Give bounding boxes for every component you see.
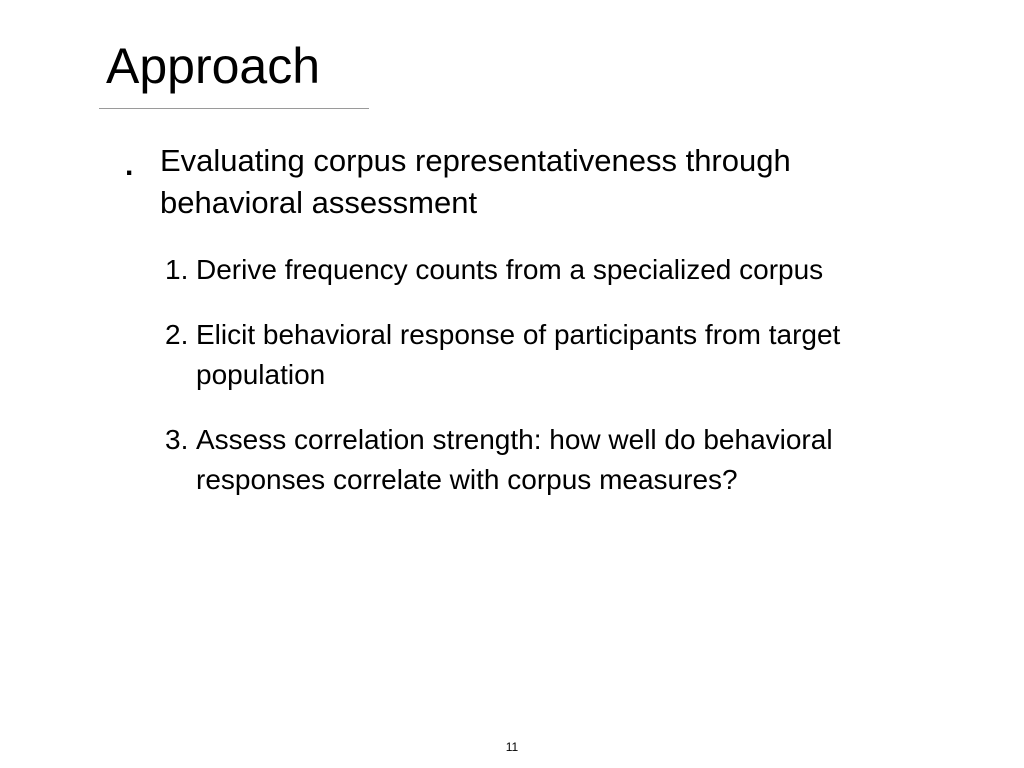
step-number: 1. xyxy=(165,254,189,285)
step-text: Derive frequency counts from a specialized corpus xyxy=(196,254,824,285)
slide-number: 11 xyxy=(505,740,519,754)
step-item-3 xyxy=(165,420,925,500)
bullet-marker: . xyxy=(125,149,134,182)
step-text: Elicit behavioral response of participants from target population xyxy=(196,319,841,390)
slide-title: Approach xyxy=(106,38,321,94)
step-number: 2. xyxy=(165,319,189,350)
step-item-1 xyxy=(165,250,925,290)
main-bullet xyxy=(125,140,905,224)
title-underline xyxy=(99,108,369,109)
step-item-2 xyxy=(165,315,925,395)
step-list xyxy=(165,250,925,525)
main-bullet-text: Evaluating corpus representativeness through behavioral assessment xyxy=(160,143,791,220)
step-text: Assess correlation strength: how well do behavioral responses correlate with corpus measures? xyxy=(196,424,833,495)
step-number: 3. xyxy=(165,424,189,455)
